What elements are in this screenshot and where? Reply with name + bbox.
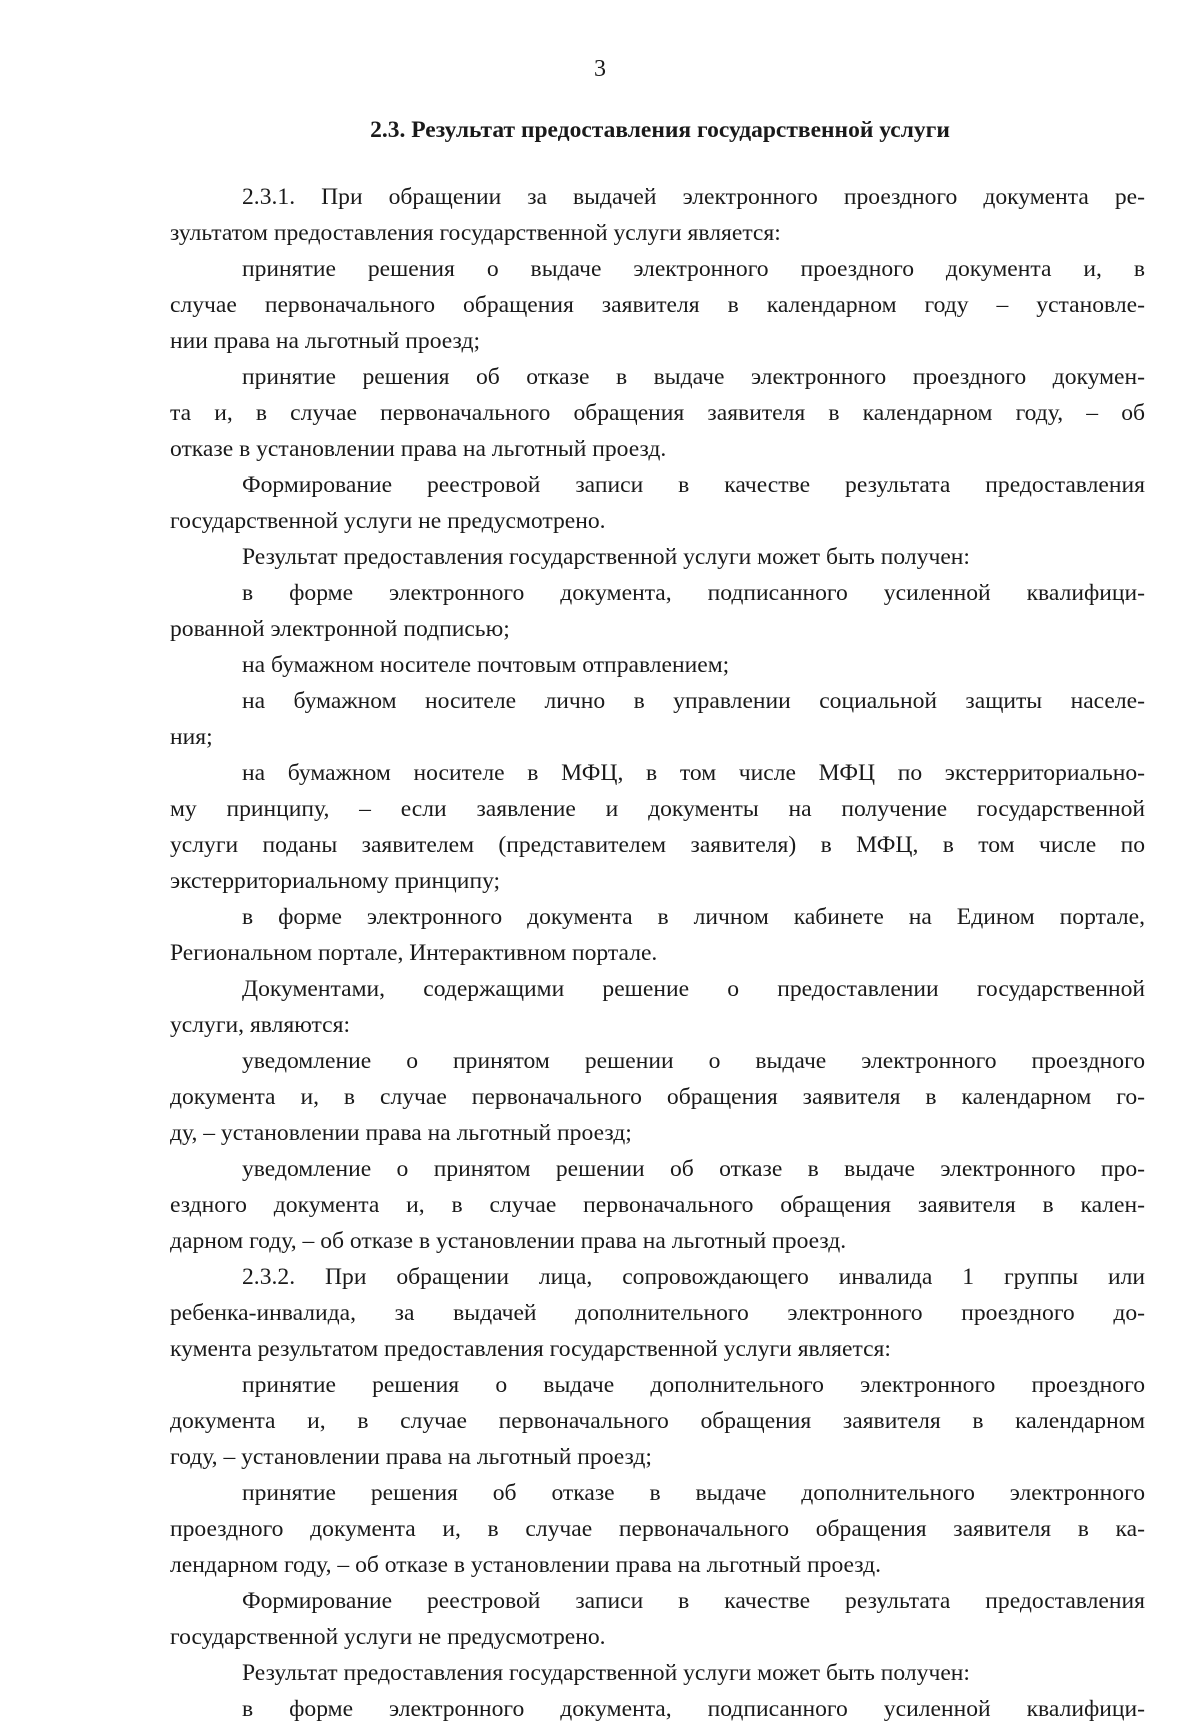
text-line: Результат предоставления государственной услуги может быть получен: (242, 1660, 970, 1686)
text-line: рованной электронной подписью; (170, 616, 510, 642)
page-number: 3 (594, 56, 606, 82)
text-line: отказе в установлении права на льготный проезд. (170, 436, 667, 462)
text-line: принятие решения об отказе в выдаче дополнительного электронного (242, 1480, 1145, 1506)
text-line: документа и, в случае первоначального обращения заявителя в календарном го- (170, 1084, 1145, 1110)
text-line: ребенка-инвалида, за выдачей дополнительного электронного проездного до- (170, 1300, 1145, 1326)
text-line: дарном году, – об отказе в установлении права на льготный проезд. (170, 1228, 847, 1254)
text-line: лендарном году, – об отказе в установлении права на льготный проезд. (170, 1552, 882, 1578)
text-line: в форме электронного документа, подписанного усиленной квалифици- (242, 1696, 1145, 1722)
text-line: уведомление о принятом решении о выдаче электронного проездного (242, 1048, 1145, 1074)
text-line: ния; (170, 724, 213, 750)
text-line: Региональном портале, Интерактивном портале. (170, 940, 658, 966)
text-line: году, – установлении права на льготный проезд; (170, 1444, 652, 1470)
text-line: документа и, в случае первоначального обращения заявителя в календарном (170, 1408, 1145, 1434)
text-line: кумента результатом предоставления государственной услуги является: (170, 1336, 891, 1362)
text-line: Формирование реестровой записи в качестве результата предоставления (242, 1588, 1145, 1614)
text-line: на бумажном носителе в МФЦ, в том числе МФЦ по экстерриториально- (242, 760, 1145, 786)
text-line: ду, – установлении права на льготный проезд; (170, 1120, 632, 1146)
text-line: принятие решения о выдаче дополнительного электронного проездного (242, 1372, 1145, 1398)
text-line: зультатом предоставления государственной услуги является: (170, 220, 781, 246)
text-line: Формирование реестровой записи в качестве результата предоставления (242, 472, 1145, 498)
text-line: проездного документа и, в случае первоначального обращения заявителя в ка- (170, 1516, 1145, 1542)
text-line: на бумажном носителе лично в управлении социальной защиты населе- (242, 688, 1145, 714)
text-line: нии права на льготный проезд; (170, 328, 481, 354)
text-line: государственной услуги не предусмотрено. (170, 508, 606, 534)
text-line: в форме электронного документа в личном кабинете на Едином портале, (242, 904, 1145, 930)
document-body (170, 179, 1145, 1727)
text-line: принятие решения о выдаче электронного проездного документа и, в (242, 256, 1145, 282)
text-line: уведомление о принятом решении об отказе в выдаче электронного про- (242, 1156, 1145, 1182)
text-line: 2.3.1. При обращении за выдачей электронного проездного документа ре- (242, 184, 1145, 210)
text-line: случае первоначального обращения заявителя в календарном году – установле- (170, 292, 1145, 318)
text-line: на бумажном носителе почтовым отправлением; (242, 652, 730, 678)
text-line: 2.3.2. При обращении лица, сопровождающего инвалида 1 группы или (242, 1264, 1145, 1290)
text-line: государственной услуги не предусмотрено. (170, 1624, 606, 1650)
text-line: в форме электронного документа, подписанного усиленной квалифици- (242, 580, 1145, 606)
text-line: Результат предоставления государственной услуги может быть получен: (242, 544, 970, 570)
text-line: услуги поданы заявителем (представителем заявителя) в МФЦ, в том числе по (170, 832, 1145, 858)
text-line: принятие решения об отказе в выдаче электронного проездного докумен- (242, 364, 1145, 390)
text-line: услуги, являются: (170, 1012, 351, 1038)
text-line: та и, в случае первоначального обращения заявителя в календарном году, – об (170, 400, 1145, 426)
text-line: Документами, содержащими решение о предоставлении государственной (242, 976, 1145, 1002)
section-heading: 2.3. Результат предоставления государственной услуги (370, 117, 950, 143)
text-line: му принципу, – если заявление и документы на получение государственной (170, 796, 1145, 822)
text-line: экстерриториальному принципу; (170, 868, 501, 894)
text-line: ездного документа и, в случае первоначального обращения заявителя в кален- (170, 1192, 1145, 1218)
